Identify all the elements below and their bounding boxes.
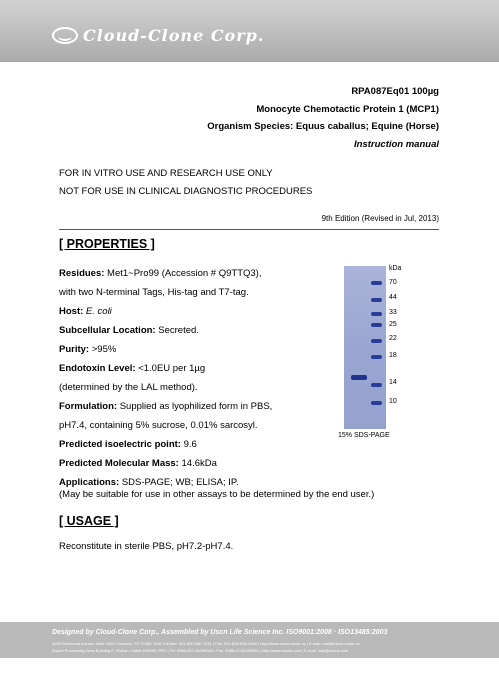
usage-disclaimer bbox=[59, 165, 312, 200]
disclaimer-line-1: FOR IN VITRO USE AND RESEARCH USE ONLY bbox=[59, 168, 273, 179]
company-logo bbox=[52, 26, 264, 45]
marker-band-10 bbox=[371, 401, 382, 405]
marker-label-10: 10 bbox=[389, 398, 397, 405]
usage-text: Reconstitute in sterile PBS, pH7.2-pH7.4. bbox=[59, 541, 234, 552]
marker-label-18: 18 bbox=[389, 352, 397, 359]
marker-band-14 bbox=[371, 383, 382, 387]
gel-caption: 15% SDS-PAGE bbox=[338, 432, 390, 439]
protein-name: Monocyte Chemotactic Protein 1 (MCP1) bbox=[256, 103, 439, 115]
marker-band-22 bbox=[371, 339, 382, 343]
marker-label-14: 14 bbox=[389, 379, 397, 386]
marker-label-33: 33 bbox=[389, 309, 397, 316]
divider bbox=[59, 229, 439, 230]
formulation-row: Formulation: Supplied as lyophilized form in PBS, bbox=[59, 401, 273, 412]
kda-unit-label: kDa bbox=[389, 265, 402, 272]
location-row: Subcellular Location: Secreted. bbox=[59, 325, 199, 336]
marker-band-25 bbox=[371, 323, 382, 327]
edition-text: 9th Edition (Revised in Jul, 2013) bbox=[321, 214, 439, 223]
header-banner bbox=[0, 0, 499, 62]
usage-heading: [ USAGE ] bbox=[59, 514, 119, 528]
residues-row-cont: with two N-terminal Tags, His-tag and T7-tag. bbox=[59, 287, 249, 298]
marker-band-44 bbox=[371, 298, 382, 302]
marker-label-44: 44 bbox=[389, 294, 397, 301]
applications-row: Applications: SDS-PAGE; WB; ELISA; IP. bbox=[59, 477, 239, 488]
marker-label-70: 70 bbox=[389, 279, 397, 286]
endotoxin-row: Endotoxin Level: <1.0EU per 1µg bbox=[59, 363, 206, 374]
marker-label-22: 22 bbox=[389, 335, 397, 342]
footer-line-1: Designed by Cloud-Clone Corp., Assembled by Uscn Life Science Inc. ISO9001:2008 · ISO13485:2003 bbox=[52, 629, 388, 636]
footer-banner bbox=[0, 622, 499, 658]
mw-row: Predicted Molecular Mass: 14.6kDa bbox=[59, 458, 217, 469]
formulation-row-cont: pH7.4, containing 5% sucrose, 0.01% sarcosyl. bbox=[59, 420, 258, 431]
marker-label-25: 25 bbox=[389, 321, 397, 328]
cloud-logo-icon bbox=[52, 27, 78, 44]
manual-title: Instruction manual bbox=[354, 138, 439, 150]
disclaimer-line-2: NOT FOR USE IN CLINICAL DIAGNOSTIC PROCEDURES bbox=[59, 185, 313, 197]
marker-band-18 bbox=[371, 355, 382, 359]
marker-band-70 bbox=[371, 281, 382, 285]
marker-band-33 bbox=[371, 312, 382, 316]
company-name: Cloud-Clone Corp. bbox=[83, 26, 265, 45]
catalog-number: RPA087Eq01 100µg bbox=[351, 86, 439, 97]
residues-row: Residues: Met1~Pro99 (Accession # Q9TTQ3), bbox=[59, 268, 262, 279]
product-meta bbox=[207, 83, 439, 153]
sds-page-gel-image bbox=[344, 266, 386, 429]
pi-row: Predicted isoelectric point: 9.6 bbox=[59, 439, 197, 450]
sample-band bbox=[351, 375, 367, 380]
host-row: Host: E. coli bbox=[59, 306, 112, 317]
organism-species: Organism Species: Equus caballus; Equine (Horse) bbox=[207, 121, 439, 132]
applications-note: (May be suitable for use in other assays to be determined by the end user.) bbox=[59, 489, 375, 500]
purity-row: Purity: >95% bbox=[59, 344, 117, 355]
footer-line-3: Export Processing Zone Building E, Wuhan, Hubei 430056, PRC | Tel: 0086-027-84259040 | Fax: 0086-27-84259551 | http://www.uscnk.com | E-mail: mail@uscnk.com bbox=[52, 648, 349, 653]
footer-line-2: 1025 Richmond Avenue Suite 1019, Houston, TX 77055, USA Toll-free: 001-800-980-7431 | Fax: 001-832-538-0368 | http://www.cloud-clone.us | E-mail: mail@cloud-clone.us bbox=[52, 641, 360, 646]
endotoxin-row-cont: (determined by the LAL method). bbox=[59, 382, 198, 393]
properties-heading: [ PROPERTIES ] bbox=[59, 237, 155, 251]
